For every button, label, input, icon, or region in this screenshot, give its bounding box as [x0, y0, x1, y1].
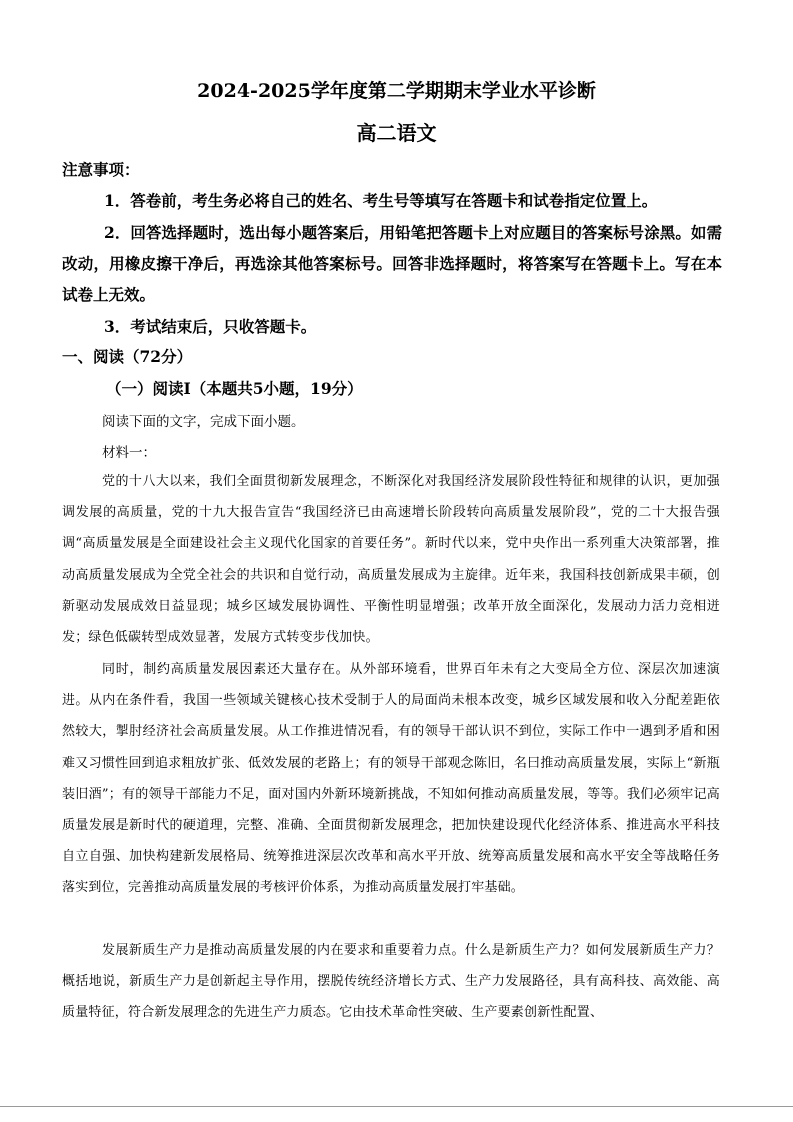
- exam-title: 2024-2025学年度第二学期期末学业水平诊断: [197, 80, 596, 102]
- subsection-heading: （一）阅读Ⅰ（本题共5小题，19分）: [106, 379, 363, 398]
- exam-subject: 高二语文: [356, 121, 437, 145]
- notice-item: 2．回答选择题时，选出每小题答案后，用铅笔把答题卡上对应题目的答案标号涂黑。如需改动，用橡皮擦干净后，再选涂其他答案标号。回答非选择题时，将答案写在答题卡上。写在本试卷上无效。: [62, 223, 722, 304]
- section-heading: 一、阅读（72分）: [62, 347, 193, 366]
- body-paragraph: 同时，制约高质量发展因素还大量存在。从外部环境看，世界百年未有之大变局全方位、深层次加速演进。从内在条件看，我国一些领域关键核心技术受制于人的局面尚未根本改变，城乡区域发展和收入分配差距依然较大，掣肘经济社会高质量发展。从工作推进情况看，有的领导干部认识不到位，实际工作中一遇到矛盾和困难又习惯性回到追求粗放扩张、低效发展的老路上；有的领导干部观念陈旧，名曰推动高质量发展，实际上“新瓶装旧酒”；有的领导干部能力不足，面对国内外新环境新挑战，不知如何推动高质量发展，等等。我们必须牢记高质量发展是新时代的硬道理，完整、准确、全面贯彻新发展理念，把加快建设现代化经济体系、推进高水平科技自立自强、加快构建新发展格局、统筹推进深层次改革和高水平开放、统筹高质量发展和高水平安全等战略任务落实到位，完善推动高质量发展的考核评价体系，为推动高质量发展打牢基础。: [62, 662, 720, 896]
- reading-instruction: 阅读下面的文字，完成下面小题。: [102, 414, 305, 430]
- notice-item: 3．考试结束后，只收答题卡。: [104, 317, 317, 336]
- body-paragraph: 发展新质生产力是推动高质量发展的内在要求和重要着力点。什么是新质生产力？如何发展新质生产力？概括地说，新质生产力是创新起主导作用，摆脱传统经济增长方式、生产力发展路径，具有高科技、高效能、高质量特征，符合新发展理念的先进生产力质态。它由技术革命性突破、生产要素创新性配置、: [62, 943, 720, 1021]
- body-paragraph: 党的十八大以来，我们全面贯彻新发展理念，不断深化对我国经济发展阶段性特征和规律的认识，更加强调发展的高质量，党的十九大报告宣告“我国经济已由高速增长阶段转向高质量发展阶段”，党的二十大报告强调“高质量发展是全面建设社会主义现代化国家的首要任务”。新时代以来，党中央作出一系列重大决策部署，推动高质量发展成为全党全社会的共识和自觉行动，高质量发展成为主旋律。近年来，我国科技创新成果丰硕，创新驱动发展成效日益显现；城乡区域发展协调性、平衡性明显增强；改革开放全面深化，发展动力活力竞相迸发；绿色低碳转型成效显著，发展方式转变步伐加快。: [62, 474, 720, 646]
- notice-item: 1．答卷前，考生务必将自己的姓名、考生号等填写在答题卡和试卷指定位置上。: [104, 191, 658, 210]
- page-footer-divider: [0, 1106, 793, 1107]
- notice-heading: 注意事项：: [62, 160, 140, 179]
- material-label: 材料一：: [102, 445, 156, 461]
